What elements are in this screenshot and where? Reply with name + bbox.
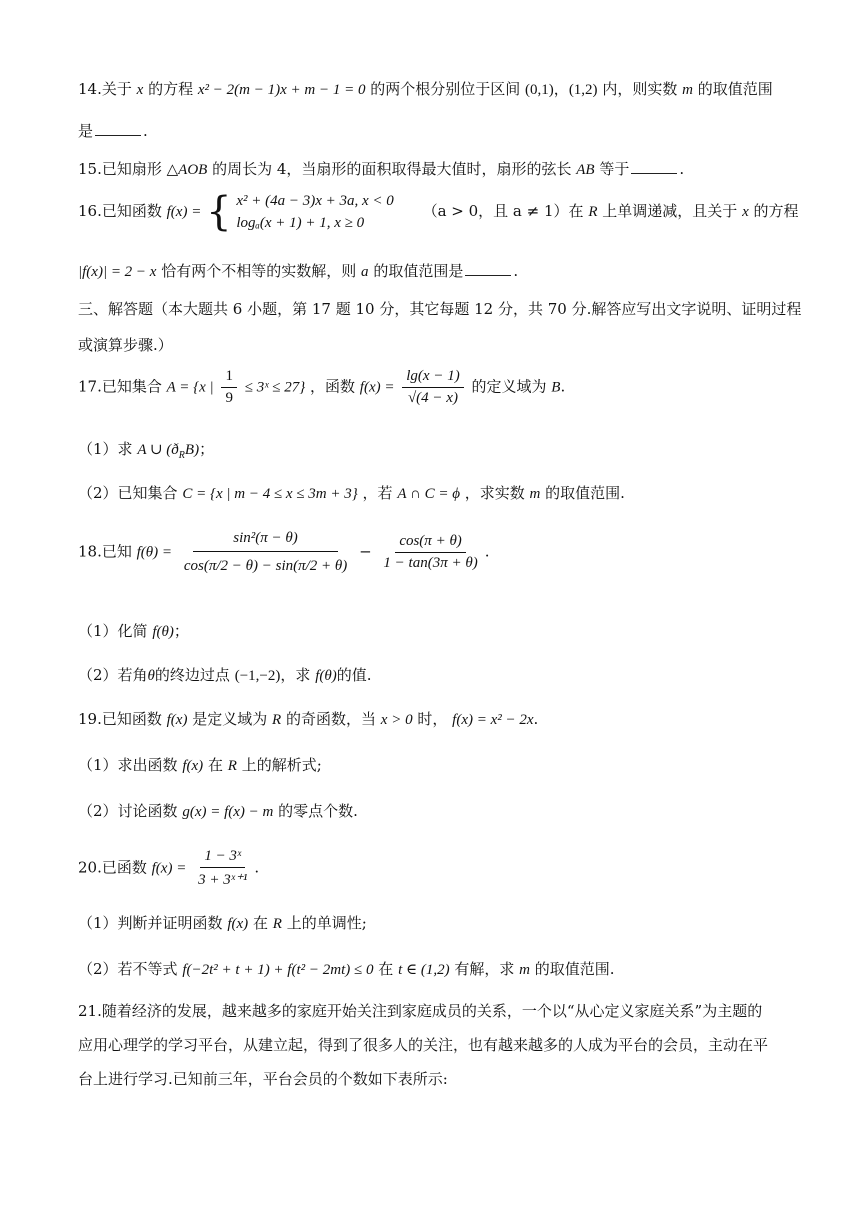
q16-fx: f(x) = (166, 204, 202, 220)
q15-ab: AB (576, 162, 595, 178)
q14-interval-1: (0,1) (525, 82, 554, 98)
frac-denominator: cos(π/2 − θ) − sin(π/2 + θ) (183, 558, 348, 574)
q19-p1-text-c: 上的解析式; (241, 756, 322, 774)
q18-part1 (78, 620, 189, 641)
q20-p2-cond: t ∈ (1,2) (398, 962, 450, 978)
q17-b: B (551, 379, 561, 396)
frac-numerator: lg(x − 1) (402, 368, 463, 388)
frac-denominator: 1 − tan(3π + θ) (383, 555, 478, 571)
q20-p2-text-b: 在 (378, 960, 394, 978)
q14-text-a: 14.关于 (78, 80, 132, 98)
q16-text-e: 的取值范围是 (373, 262, 464, 280)
q19-part2 (78, 800, 358, 821)
q15-end: . (679, 160, 685, 178)
q19-fx: f(x) (166, 712, 188, 728)
q17-text-a: 17.已知集合 (78, 377, 162, 396)
q14-text-b: 的方程 (148, 80, 194, 98)
q14-text-c: 的两个根分别位于区间 (370, 80, 521, 98)
q15-text-b: 的周长为 4，当扇形的面积取得最大值时，扇形的弦长 (212, 160, 572, 178)
q21-line2: 应用心理学的学习平台，从建立起，得到了很多人的关注，也有越来越多的人成为平台的会员，主动在平 (78, 1036, 769, 1054)
q18-theta: θ (147, 668, 155, 684)
q17-part1 (78, 438, 214, 461)
q19-p1-text-b: 在 (207, 756, 223, 774)
q16-end: . (513, 262, 519, 280)
q19-line (78, 708, 538, 729)
q16-text-d: 恰有两个不相等的实数解，则 (161, 262, 357, 280)
left-brace-icon: { (206, 189, 232, 235)
answer-blank[interactable] (465, 261, 511, 276)
q17-fx: f(x) = (359, 379, 395, 396)
q19-end: . (533, 710, 539, 728)
q21-line1: 21.随着经济的发展，越来越多的家庭开始关注到家庭成员的关系，一个以“从心定义家庭关系”为主题的 (78, 1002, 763, 1020)
q18-p2-text-a: （2）若角 (78, 666, 148, 684)
q19-text-c: 的奇函数，当 (286, 710, 377, 728)
q18-p1-text: （1）化简 (78, 622, 148, 640)
q16-piecewise (236, 190, 393, 234)
frac-numerator: 1 − 3ˣ (200, 848, 245, 868)
q20-end: . (254, 858, 260, 877)
q16-line1 (78, 190, 799, 234)
q19-p2-text-b: 的零点个数. (278, 802, 358, 820)
q16-r: R (588, 204, 598, 220)
q18-point: (−1,−2) (234, 668, 281, 684)
q15-triangle: △AOB (166, 162, 208, 178)
q14-interval-2: (1,2) (568, 82, 598, 98)
frac-numerator: sin²(π − θ) (193, 530, 338, 552)
q15-line (78, 158, 684, 179)
q17-p2-cond: A ∩ C = ϕ (397, 486, 460, 502)
q17-frac-1-9 (221, 368, 237, 407)
q18-ftheta: f(θ) = (136, 544, 173, 561)
q18-p1-end: ； (173, 622, 189, 640)
q16-condition: （a > 0，且 a ≠ 1）在 (422, 202, 584, 220)
q20-p2-text-d: 的取值范围. (534, 960, 615, 978)
q20-p1-text-b: 在 (252, 914, 268, 932)
q17-end: . (560, 377, 566, 396)
q18-p1-f: f(θ) (152, 624, 174, 640)
q20-p1-text-c: 上的单调性; (286, 914, 367, 932)
q14-line2 (78, 120, 148, 141)
q19-p2-text-a: （2）讨论函数 (78, 802, 178, 820)
q18-p2-text-b: 的终边过点 (154, 666, 230, 684)
var-x: x (136, 82, 144, 98)
q17-p2-set: C = {x | m − 4 ≤ x ≤ 3m + 3} (182, 486, 358, 502)
q20-p2-expr: f(−2t² + t + 1) + f(t² − 2mt) ≤ 0 (182, 962, 374, 978)
q19-p1-f: f(x) (182, 758, 204, 774)
q18-p2-text-c: ，求 (280, 666, 311, 684)
q17-p2-text-d: 的取值范围. (545, 484, 625, 502)
q17-p1-expr: A ∪ (ð (137, 442, 179, 458)
q16-text-c: 的方程 (753, 202, 799, 220)
q14-text-e: 的取值范围 (697, 80, 773, 98)
q18-text-a: 18.已知 (78, 542, 132, 561)
q14-line2-text: 是 (78, 122, 94, 140)
q14-line1 (78, 78, 773, 99)
q20-fx: f(x) = (151, 860, 187, 877)
section3-heading-line2: 或演算步骤.） (78, 336, 173, 354)
q17-line (78, 368, 565, 407)
frac-denominator: √(4 − x) (407, 390, 458, 406)
q20-part1 (78, 912, 367, 933)
q17-part2 (78, 482, 625, 503)
q18-p2-f: f(θ) (315, 668, 337, 684)
q17-p1-end: ； (199, 440, 215, 458)
q18-minus: − (359, 542, 372, 561)
q21-line3: 台上进行学习.已知前三年，平台会员的个数如下表所示: (78, 1070, 448, 1088)
q18-end: . (484, 542, 490, 561)
q17-p2-text-a: （2）已知集合 (78, 484, 178, 502)
var-x: x (742, 204, 749, 220)
q14-equation: x² − 2(m − 1)x + m − 1 = 0 (197, 82, 366, 98)
q17-p1-text: （1）求 (78, 440, 133, 458)
q16-text-b: 上单调递减，且关于 (602, 202, 738, 220)
q17-p1-tail: B) (184, 442, 200, 458)
q15-text-c: 等于 (599, 160, 630, 178)
q19-cond: x > 0 (380, 712, 413, 728)
q14-sep: ， (553, 80, 569, 98)
q20-p2-text-a: （2）若不等式 (78, 960, 178, 978)
q16-text-a: 16.已知函数 (78, 202, 162, 220)
q19-expr: f(x) = x² − 2x (452, 712, 534, 728)
q17-text-b: ，函数 (309, 377, 355, 396)
var-m: m (529, 486, 541, 502)
q16-line2 (78, 260, 518, 281)
q18-p2-text-d: 的值. (336, 666, 372, 684)
q16-case-1: x² + (4a − 3)x + 3a, x < 0 (236, 193, 394, 209)
answer-blank[interactable] (631, 159, 677, 174)
q17-set-a-right: ≤ 3ˣ ≤ 27} (244, 379, 306, 396)
q20-r: R (272, 916, 282, 932)
q18-part2 (78, 664, 372, 685)
frac-denominator: 3 + 3ˣ⁺¹ (198, 872, 248, 888)
var-a: a (361, 264, 369, 280)
q15-text-a: 15.已知扇形 (78, 160, 162, 178)
q16-equation: |f(x)| = 2 − x (78, 264, 157, 280)
q19-p1-text-a: （1）求出函数 (78, 756, 178, 774)
q19-p2-expr: g(x) = f(x) − m (182, 804, 274, 820)
q19-text-a: 19.已知函数 (78, 710, 162, 728)
q18-frac-2 (379, 533, 481, 572)
q18-line (78, 530, 490, 575)
q18-frac-1 (180, 530, 351, 575)
q17-text-c: 的定义域为 (471, 377, 547, 396)
q19-part1 (78, 754, 322, 775)
var-m: m (682, 82, 693, 98)
q16-case-2: logₐ(x + 1) + 1, x ≥ 0 (236, 215, 365, 231)
q20-text-a: 20.已函数 (78, 858, 147, 877)
q17-p1-sub: R (178, 450, 185, 461)
q17-p2-text-c: ，求实数 (464, 484, 525, 502)
q17-frac-f (402, 368, 463, 407)
q17-p2-text-b: ，若 (362, 484, 393, 502)
frac-numerator: cos(π + θ) (395, 533, 466, 553)
q20-frac (194, 848, 251, 889)
q20-line (78, 848, 259, 889)
frac-denominator: 9 (225, 390, 233, 406)
q19-r: R (272, 712, 282, 728)
q17-set-a-left: A = {x | (166, 379, 214, 396)
section3-heading-line1: 三、解答题（本大题共 6 小题，第 17 题 10 分，其它每题 12 分，共 70 分.解答应写出文字说明、证明过程 (78, 300, 802, 318)
q20-m: m (519, 962, 530, 978)
q14-end: . (143, 122, 148, 140)
q20-part2 (78, 958, 615, 979)
answer-blank[interactable] (95, 121, 141, 136)
q19-p1-r: R (227, 758, 237, 774)
q20-p1-text-a: （1）判断并证明函数 (78, 914, 223, 932)
frac-numerator: 1 (221, 368, 237, 388)
q19-text-d: 时， (417, 710, 448, 728)
q20-p2-text-c: 有解，求 (454, 960, 515, 978)
q14-text-d: 内，则实数 (602, 80, 678, 98)
q20-p1-f: f(x) (227, 916, 249, 932)
q19-text-b: 是定义域为 (192, 710, 268, 728)
